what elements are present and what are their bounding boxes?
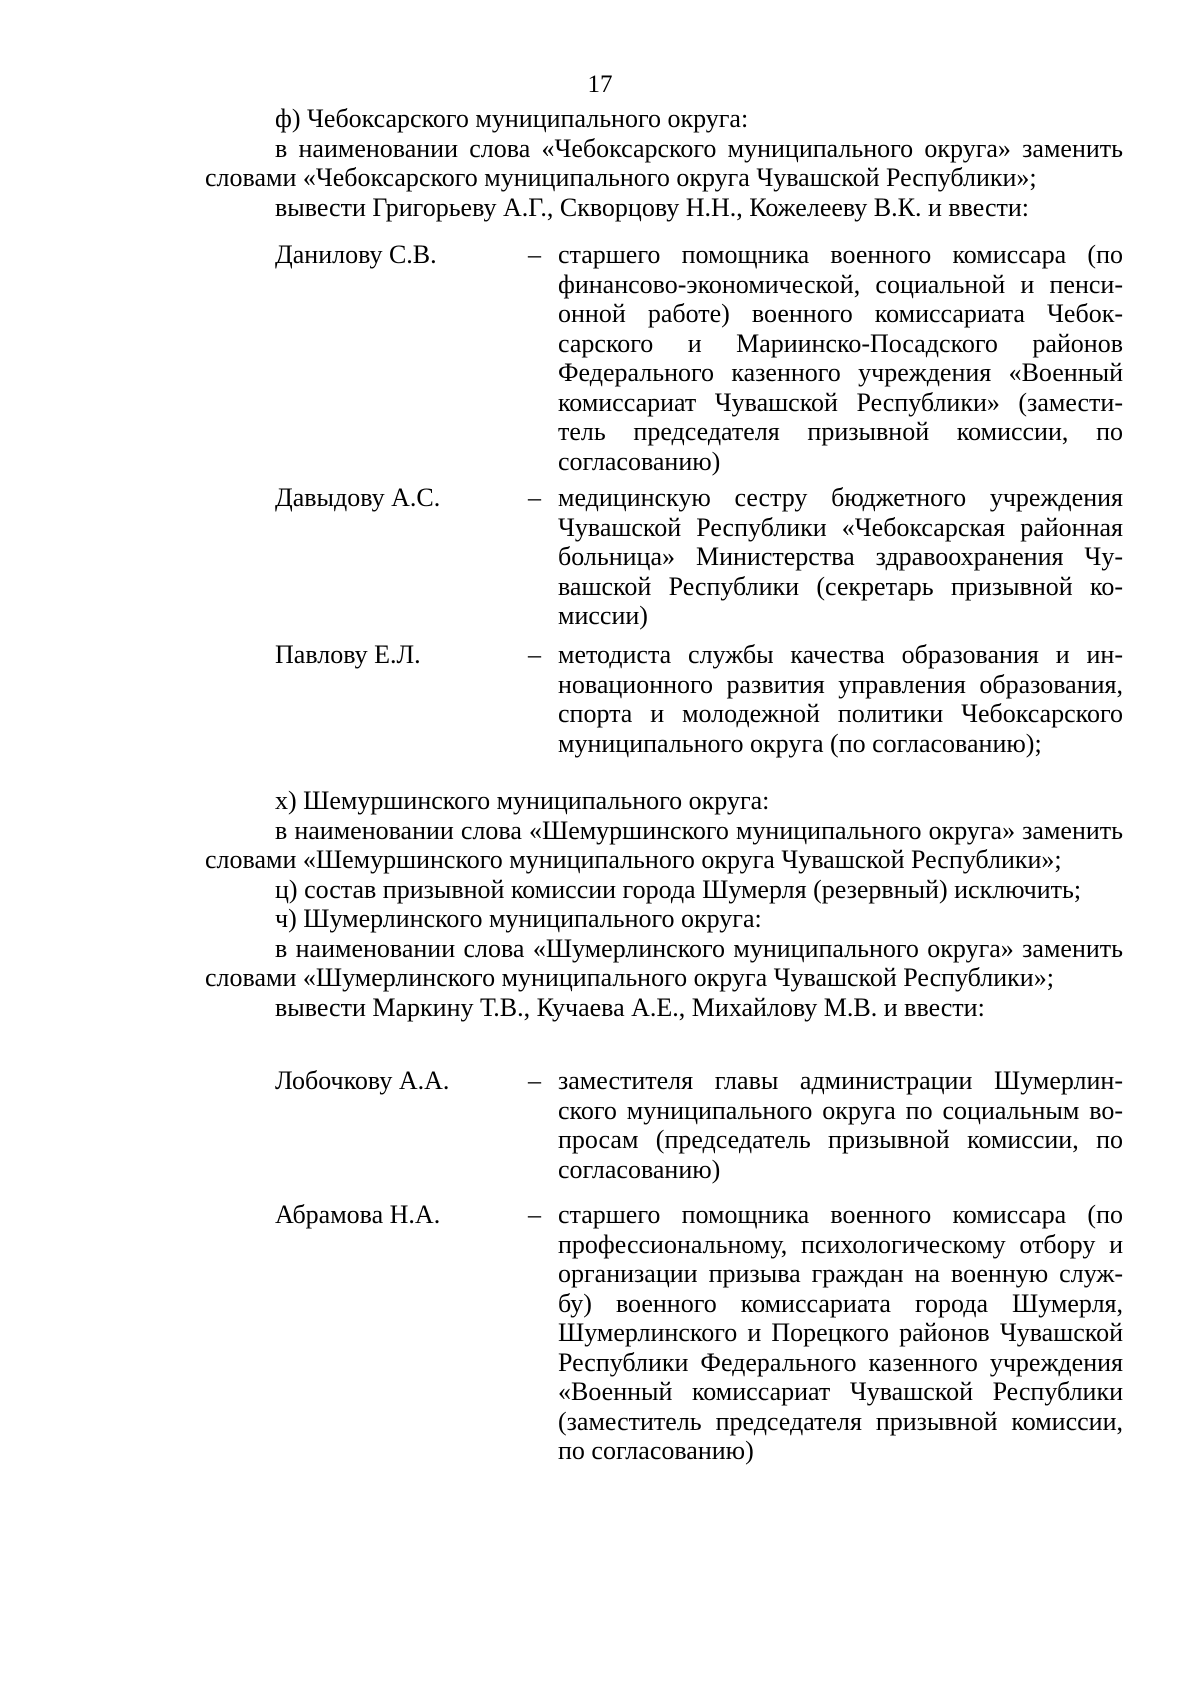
section-h-heading: х) Шемуршинского муниципального округа: [275,786,770,815]
section-f-rename: в наименовании слова «Чебоксарского муниципального округа» заменить словами «Чебоксарского муниципального округа Чувашской Республики»; [205,133,1123,192]
dash: – [528,483,541,512]
section-ch-heading: ч) Шумерлинского муниципального округа: [275,904,762,933]
person-entry [275,1200,1123,1465]
person-role: медицинскую сестру бюджетного учреждения Чувашской Республики «Чебоксарская районная больница» Министерства здравоохранения Чувашской Республики (секретарь призывной комиссии) [558,483,1123,630]
person-entry [275,640,1123,758]
section-h-rename: в наименовании слова «Шемуршинского муниципального округа» заменить словами «Шемуршинского муниципального округа Чувашской Республики»; [205,815,1123,874]
dash: – [528,240,541,269]
dash: – [528,1066,541,1095]
section-h [205,786,1123,1022]
section-ts-text: ц) состав призывной комиссии города Шумерля (резервный) исключить; [275,874,1082,904]
person-name: Данилову С.В. [275,240,437,269]
person-role: старшего помощника военного комиссара (по профессиональному, психологическому отбору и организации призыва граждан на военную службу) военного комиссариата города Шумерля, Шумерлинского и Порецкого районов Чувашской Республики Федерального казенного учреждения «Военный комиссариат Чувашской Республики (заместитель председателя призывной комиссии, по согласованию) [558,1200,1123,1465]
page-number: 17 [587,71,613,98]
person-name: Абрамова Н.А. [275,1200,441,1229]
dash: – [528,1200,541,1229]
person-entry [275,240,1123,476]
person-name: Павлову Е.Л. [275,640,421,669]
section-ch-remove-add: вывести Маркину Т.В., Кучаева А.Е., Михайлову М.В. и ввести: [275,992,985,1022]
person-role: заместителя главы администрации Шумерлинского муниципального округа по социальным вопросам (председатель призывной комиссии, по согласованию) [558,1066,1123,1184]
section-f [205,104,1123,222]
person-entry [275,483,1123,630]
person-entry [275,1066,1123,1184]
person-name: Лобочкову А.А. [275,1066,450,1095]
section-ch-rename: в наименовании слова «Шумерлинского муниципального округа» заменить словами «Шумерлинского муниципального округа Чувашской Республики»; [205,933,1123,992]
dash: – [528,640,541,669]
person-role: старшего помощника военного комиссара (по финансово-экономической, социальной и пенсионной работе) военного комиссариата Чебоксарского и Мариинско-Посадского районов Федерального казенного учреждения «Военный комиссариат Чувашской Республики» (заместитель председателя призывной комиссии, по согласованию) [558,240,1123,476]
section-f-heading: ф) Чебоксарского муниципального округа: [275,104,749,133]
person-name: Давыдову А.С. [275,483,441,512]
section-f-remove-add: вывести Григорьеву А.Г., Скворцову Н.Н., Кожелееву В.К. и ввести: [275,192,1030,222]
person-role: методиста службы качества образования и инновационного развития управления образования, спорта и молодежной политики Чебоксарского муниципального округа (по согласованию); [558,640,1123,758]
